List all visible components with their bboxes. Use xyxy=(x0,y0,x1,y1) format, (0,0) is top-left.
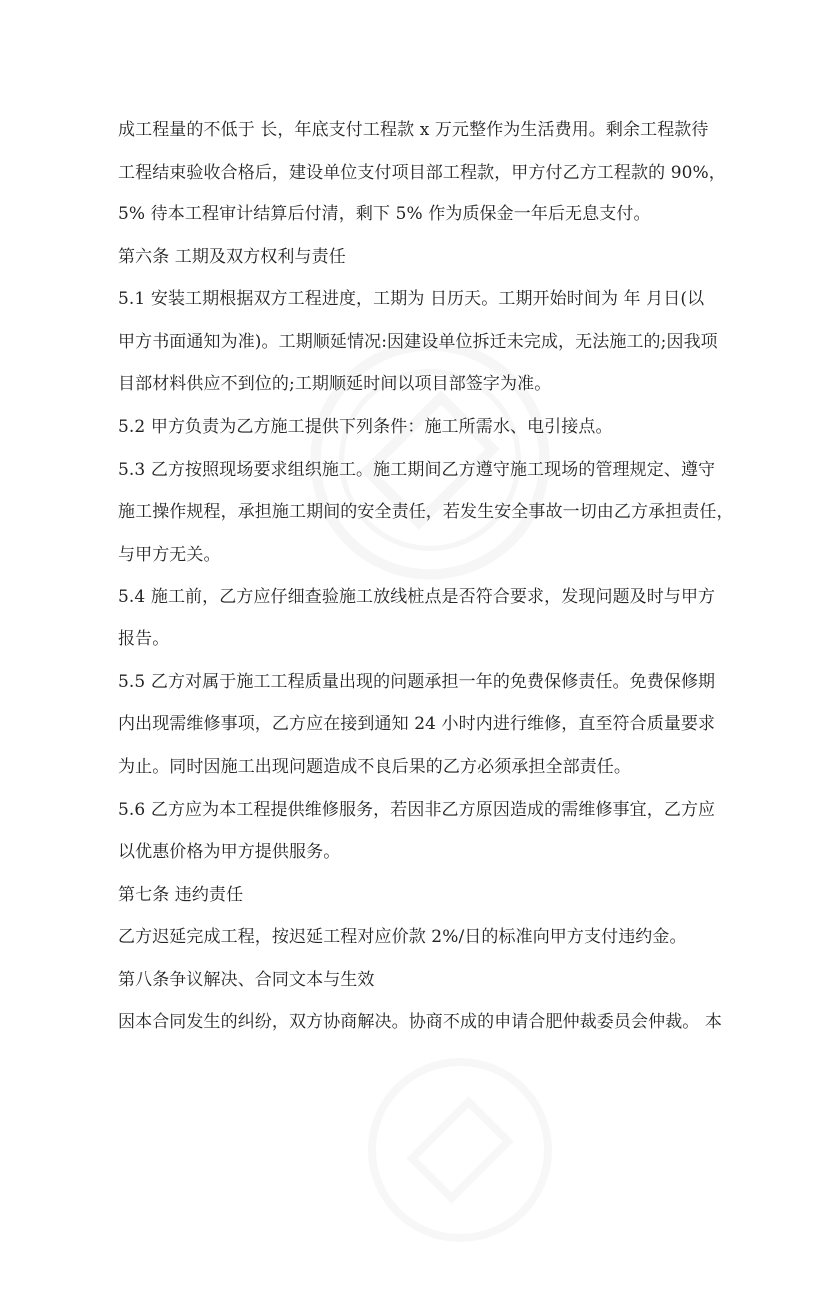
section-heading: 第七条 违约责任 xyxy=(118,885,244,905)
section-heading: 第八条争议解决、合同文本与生效 xyxy=(118,970,375,990)
watermark-seal-icon xyxy=(319,1009,602,1291)
text-line: 以优惠价格为甲方提供服务。 xyxy=(118,842,341,862)
text-line: 成工程量的不低于 长，年底支付工程款 x 万元整作为生活费用。剩余工程款待 xyxy=(118,120,709,140)
text-line: 与甲方无关。 xyxy=(118,545,221,565)
text-line: 内出现需维修事项，乙方应在接到通知 24 小时内进行维修，直至符合质量要求 xyxy=(118,714,716,734)
text-line: 工程结束验收合格后，建设单位支付项目部工程款，甲方付乙方工程款的 90%， xyxy=(118,163,726,183)
section-heading: 第六条 工期及双方权利与责任 xyxy=(118,247,346,267)
text-line: 甲方书面通知为准)。工期顺延情况:因建设单位拆迁未完成，无法施工的;因我项 xyxy=(118,332,718,352)
text-line: 5.3 乙方按照现场要求组织施工。施工期间乙方遵守施工现场的管理规定、遵守 xyxy=(118,460,716,480)
text-line: 5.1 安装工期根据双方工程进度，工期为 日历天。工期开始时间为 年 月日(以 xyxy=(118,289,705,309)
text-line: 5.2 甲方负责为乙方施工提供下列条件：施工所需水、电引接点。 xyxy=(118,417,613,437)
text-line: 为止。同时因施工出现问题造成不良后果的乙方必须承担全部责任。 xyxy=(118,757,631,777)
text-line: 目部材料供应不到位的;工期顺延时间以项目部签字为准。 xyxy=(118,374,552,394)
text-line: 5.5 乙方对属于施工工程质量出现的问题承担一年的免费保修责任。免费保修期 xyxy=(118,672,716,692)
text-line: 因本合同发生的纠纷，双方协商解决。协商不成的申请合肥仲裁委员会仲裁。 本 xyxy=(118,1012,723,1032)
text-line: 5% 待本工程审计结算后付清，剩下 5% 作为质保金一年后无息支付。 xyxy=(118,204,651,224)
text-line: 施工操作规程，承担施工期间的安全责任，若发生安全事故一切由乙方承担责任， xyxy=(118,502,734,522)
text-line: 5.6 乙方应为本工程提供维修服务，若因非乙方原因造成的需维修事宜，乙方应 xyxy=(118,800,716,820)
text-line: 5.4 施工前，乙方应仔细查验施工放线桩点是否符合要求，发现问题及时与甲方 xyxy=(118,587,716,607)
text-line: 乙方迟延完成工程，按迟延工程对应价款 2%/日的标准向甲方支付违约金。 xyxy=(118,927,687,947)
text-line: 报告。 xyxy=(118,629,170,649)
